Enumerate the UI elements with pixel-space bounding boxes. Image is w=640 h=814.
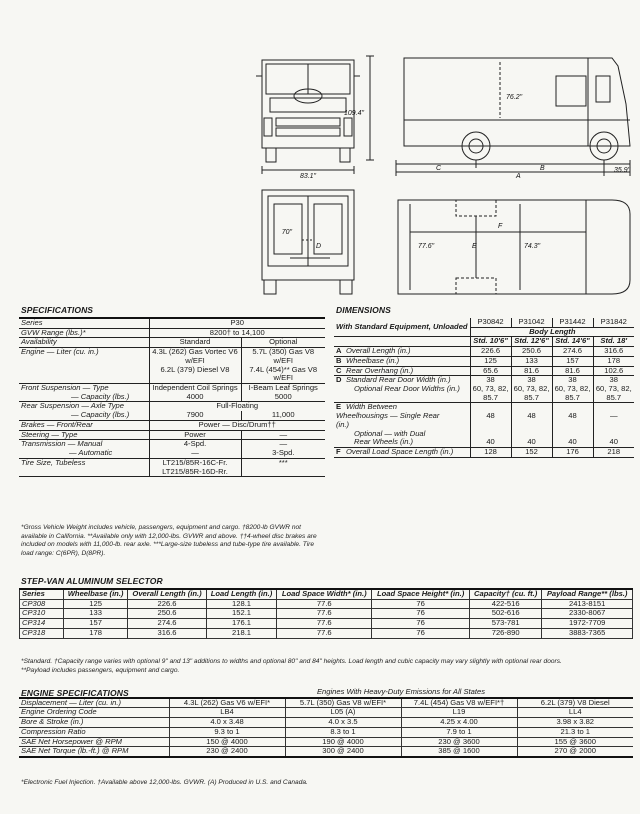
dimensions-table: [334, 318, 634, 458]
dims-row-e: E Width Between Wheelhousings — Single Rear (in.) 48 48 48 —: [334, 403, 634, 430]
plan-inner-label: 74.3": [524, 243, 541, 250]
dims-row-d-opt: Optional Rear Door Widths (in.) 60, 73, 82, 85.7 60, 73, 82, 85.7 60, 73, 82, 85.7 60, 73, 82, 85.7: [334, 385, 634, 403]
dims-body-length-row: Body Length: [334, 327, 634, 337]
spec-row-engine-2: 6.2L (379) Diesel V8 7.4L (454)** Gas V8 w/EFI: [19, 366, 325, 384]
stepvan-row: CP314 157 274.6 176.1 77.6 76 573-781 1972-7709: [20, 619, 633, 629]
side-dim-b: B: [540, 165, 545, 172]
specifications-note: *Gross Vehicle Weight includes vehicle, passengers, equipment and cargo. †8200-lb GVWR not available in California. **Available only with 12,000-lbs. GVWR and above. ††4-wheel disc brakes are included on models with 11,000-lb. rear axle. ***Large-size tubeless and tube-type tire available. Tire load range: C(6PR), D(8PR).: [21, 524, 317, 557]
rear-d-label: D: [316, 243, 322, 250]
front-width-label: 83.1": [299, 173, 317, 180]
plan-width-label: 77.6": [418, 243, 435, 250]
engine-row-bore: Bore & Stroke (in.) 4.0 x 3.48 4.0 x 3.5 4.25 x 4.00 3.98 x 3.82: [19, 718, 633, 728]
stepvan-note-1: *Standard. †Capacity range varies with optional 9" and 13" additions to widths and optional 80" and 84" heights. Load length and cubic capacity may vary slightly with optional rear doors.: [21, 658, 562, 665]
dimensions-title: DIMENSIONS: [336, 305, 391, 315]
dims-row-d: D Standard Rear Door Width (in.) 38 38 38 38: [334, 376, 634, 385]
spec-row-series: Series P30: [19, 318, 325, 328]
side-dim-c: C: [436, 165, 442, 172]
spec-row-steering: Steering — Type Power —: [19, 430, 325, 440]
spec-row-gvw: GVW Range (lbs.)* 8200† to 14,100: [19, 328, 325, 338]
spec-row-rear-cap: — Capacity (lbs.) 7900 11,000: [19, 411, 325, 420]
engine-note: *Electronic Fuel Injection. †Available above 12,000-lbs. GVWR. (A) Produced in U.S. and Canada.: [21, 779, 308, 786]
stepvan-row: CP310 133 250.6 152.1 77.6 76 502-616 2330-8067: [20, 609, 633, 619]
stepvan-row: CP308 125 226.6 128.1 77.6 76 422-516 2413-8151: [20, 599, 633, 609]
dims-row-f: F Overall Load Space Length (in.) 128 152 176 218: [334, 448, 634, 458]
spec-row-rear-axle: Rear Suspension — Axle Type Full-Floating: [19, 402, 325, 411]
spec-row-trans-auto: — Automatic — 3-Spd.: [19, 449, 325, 458]
engine-row-displacement: Displacement — Liter (cu. in.) 4.3L (262) Gas V6 w/EFI* 5.7L (350) Gas V8 w/EFI* 7.4L (454) Gas V8 w/EFI*† 6.2L (379) V8 Diesel: [19, 698, 633, 708]
dims-row-a: A Overall Length (in.) 226.6 250.6 274.6 316.6: [334, 347, 634, 357]
engine-banner-row: Engines With Heavy-Duty Emissions for All States: [316, 687, 486, 696]
stepvan-title: STEP-VAN ALUMINUM SELECTOR: [21, 576, 163, 586]
dims-row-e-opt: Optional — with Dual Rear Wheels (in.) 40 40 40 40: [334, 430, 634, 448]
rear-opening-label: 70": [281, 229, 292, 236]
side-rear-label: 35.9": [614, 167, 631, 174]
spec-row-trans-manual: Transmission — Manual 4-Spd. —: [19, 440, 325, 449]
engine-row-compression: Compression Ratio 9.3 to 1 8.3 to 1 7.9 to 1 21.3 to 1: [19, 727, 633, 737]
vehicle-drawings: [0, 0, 640, 302]
engine-row-hp: SAE Net Horsepower @ RPM 150 @ 4000 190 @ 4000 230 @ 3600 155 @ 3600: [19, 737, 633, 747]
side-dim-a: A: [516, 173, 521, 180]
spec-row-front-susp: Front Suspension — Type Independent Coil Springs I-Beam Leaf Springs: [19, 384, 325, 393]
spec-row-front-cap: — Capacity (lbs.) 4000 5000: [19, 393, 325, 402]
spec-row-availability: Availability Standard Optional: [19, 338, 325, 348]
side-view-drawing: [396, 58, 630, 176]
spec-row-engine: Engine — Liter (cu. in.) 4.3L (262) Gas Vortec V6 w/EFI 5.7L (350) Gas V8 w/EFI: [19, 348, 325, 366]
dims-length-row: Std. 10'6" Std. 12'6" Std. 14'6" Std. 18': [334, 337, 634, 347]
specifications-table: [19, 317, 325, 477]
engine-table: [19, 688, 633, 758]
stepvan-note-2: **Payload includes passengers, equipment and cargo.: [21, 667, 180, 674]
plan-f-label: F: [498, 223, 503, 230]
engine-row-code: Engine Ordering Code LB4 L05 (A) L19 LL4: [19, 708, 633, 718]
engine-row-torque: SAE Net Torque (lb.-ft.) @ RPM 230 @ 2400 300 @ 2400 385 @ 1600 270 @ 2000: [19, 747, 633, 757]
spec-row-tire: Tire Size, Tubeless LT215/85R-16C-Fr. LT215/85R-16D-Rr. ***: [19, 458, 325, 476]
dims-model-row: With Standard Equipment, Unloaded P30842 P31042 P31442 P31842: [334, 318, 634, 327]
stepvan-table: [19, 588, 633, 639]
specifications-title: SPECIFICATIONS: [21, 305, 94, 315]
front-height-label: 109.4": [343, 110, 364, 117]
stepvan-row: CP318 178 316.6 218.1 77.6 76 726-890 3883-7365: [20, 628, 633, 638]
dims-row-b: B Wheelbase (in.) 125 133 157 178: [334, 356, 634, 366]
plan-e-label: E: [472, 243, 477, 250]
dims-row-c: C Rear Overhang (in.) 65.6 81.6 81.6 102.6: [334, 366, 634, 376]
side-height-label: 76.2": [506, 94, 523, 101]
stepvan-header-row: Series Wheelbase (in.) Overall Length (in.) Load Length (in.) Load Space Width* (in.) Load Space Height* (in.) Capacity† (cu. ft.) Payload Range** (lbs.): [20, 589, 633, 599]
rear-view-drawing: [262, 190, 354, 294]
engine-title: ENGINE SPECIFICATIONS: [21, 688, 129, 698]
spec-row-brakes: Brakes — Front/Rear Power — Disc/Drum††: [19, 420, 325, 430]
